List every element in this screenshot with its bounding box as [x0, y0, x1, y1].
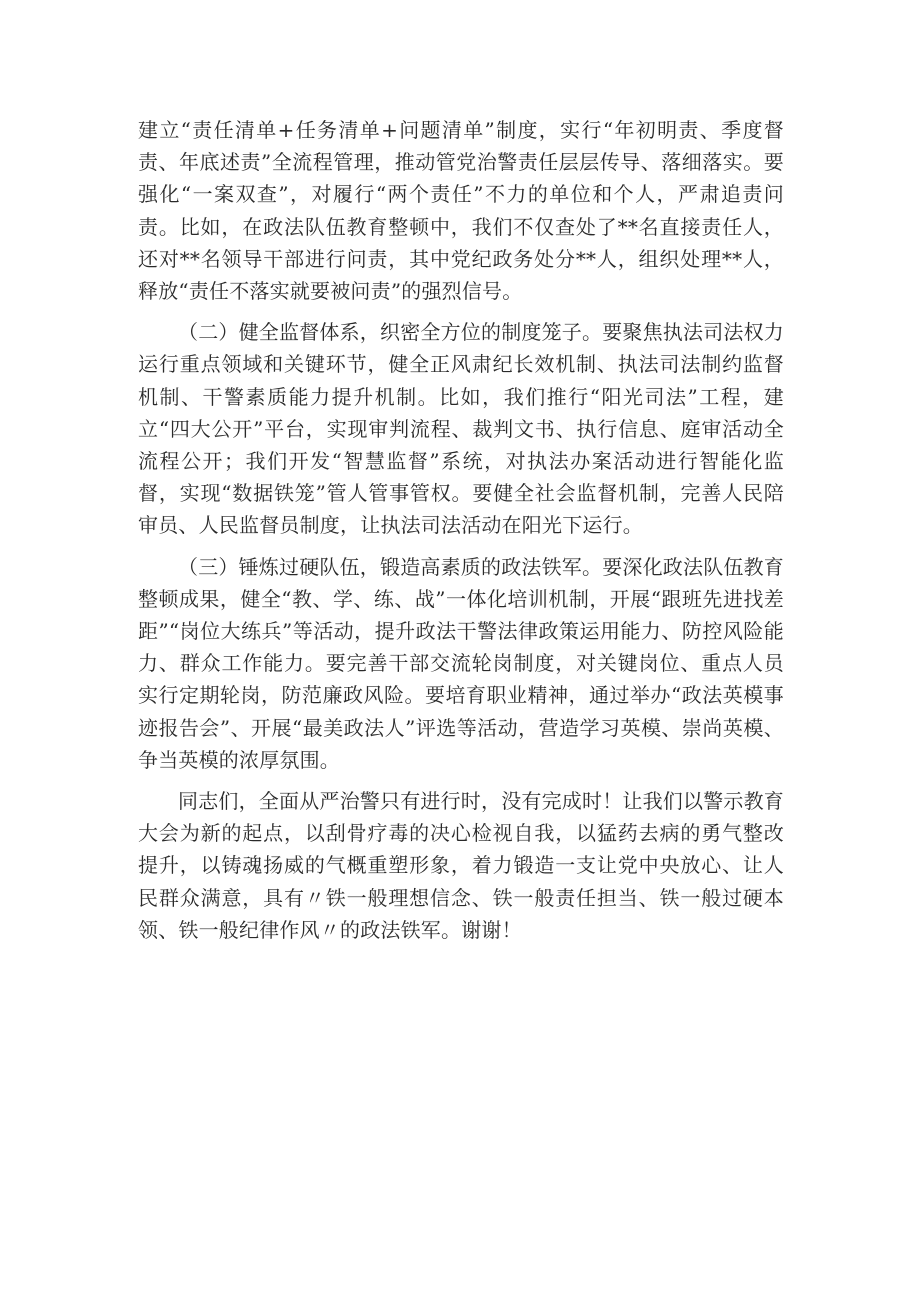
paragraph-team-building: （三）锤炼过硬队伍，锻造高素质的政法铁军。要深化政法队伍教育整顿成果，健全“教、学、练、战”一体化培训机制，开展“跟班先进找差距”“岗位大练兵”等活动，提升政法干警法律政策运用能力、防控风险能力、群众工作能力。要完善干部交流轮岗制度，对关键岗位、重点人员实行定期轮岗，防范廉政风险。要培育职业精神，通过举办“政法英模事迹报告会”、开展“最美政法人”评选等活动，营造学习英模、崇尚英模、争当英模的浓厚氛围。	[138, 554, 784, 772]
paragraph-accountability: 建立“责任清单+任务清单+问题清单”制度，实行“年初明责、季度督责、年底述责”全流程管理，推动管党治警责任层层传导、落细落实。要强化“一案双查”，对履行“两个责任”不力的单位和个人，严肃追责问责。比如，在政法队伍教育整顿中，我们不仅查处了**名直接责任人，还对**名领导干部进行问责，其中党纪政务处分**人，组织处理**人，释放“责任不落实就要被问责”的强烈信号。	[138, 118, 784, 304]
document-page	[138, 114, 784, 955]
paragraph-closing: 同志们，全面从严治警只有进行时，没有完成时！让我们以警示教育大会为新的起点，以刮骨疗毒的决心检视自我，以猛药去病的勇气整改提升，以铸魂扬威的气概重塑形象，着力锻造一支让党中央放心、让人民群众满意，具有〃铁一般理想信念、铁一般责任担当、铁一般过硬本领、铁一般纪律作风〃的政法铁军。谢谢！	[138, 789, 784, 942]
paragraph-supervision-system: （二）健全监督体系，织密全方位的制度笼子。要聚焦执法司法权力运行重点领域和关键环节，健全正风肃纪长效机制、执法司法制约监督机制、干警素质能力提升机制。比如，我们推行“阳光司法”工程，建立“四大公开”平台，实现审判流程、裁判文书、执行信息、庭审活动全流程公开；我们开发“智慧监督”系统，对执法办案活动进行智能化监督，实现“数据铁笼”管人管事管权。要健全社会监督机制，完善人民陪审员、人民监督员制度，让执法司法活动在阳光下运行。	[138, 320, 784, 538]
